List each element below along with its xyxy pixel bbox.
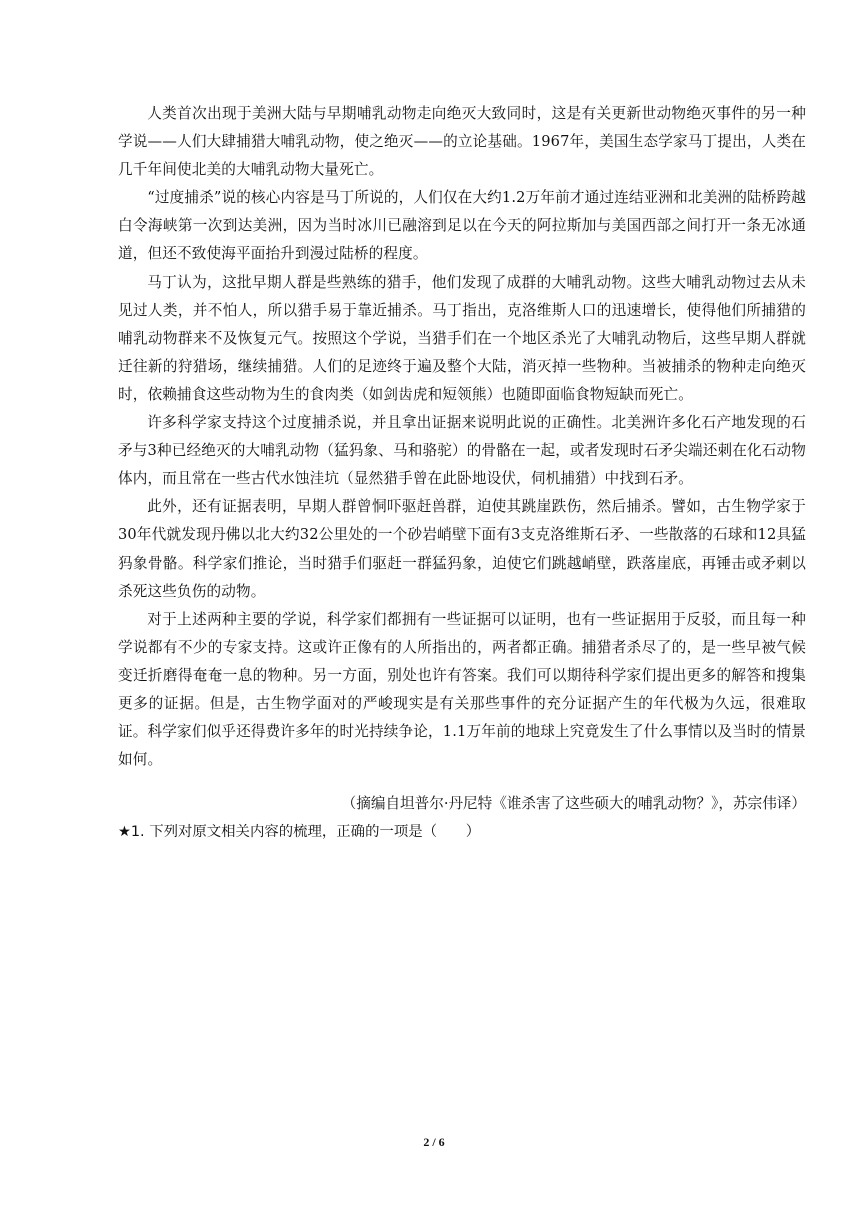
question-stem: ★1. 下列对原文相关内容的梳理，正确的一项是（ ） <box>118 824 481 840</box>
paragraph: 马丁认为，这批早期人群是些熟练的猎手，他们发现了成群的大哺乳动物。这些大哺乳动物过去从未见过人类，并不怕人，所以猎手易于靠近捕杀。马丁指出，克洛维斯人口的迅速增长，使得他们所捕猎的哺乳动物群来不及恢复元气。按照这个学说，当猎手们在一个地区杀光了大哺乳动物后，这些早期人群就迁往新的狩猎场，继续捕猎。人们的足迹终于遍及整个大陆，消灭掉一些物种。当被捕杀的物种走向绝灭时，依赖捕食这些动物为生的食肉类（如剑齿虎和短领熊）也随即面临食物短缺而死亡。 <box>118 273 806 403</box>
paragraph: 对于上述两种主要的学说，科学家们都拥有一些证据可以证明，也有一些证据用于反驳，而且每一种学说都有不少的专家支持。这或许正像有的人所指出的，两者都正确。捕猎者杀尽了的，是一些早被气候变迁折磨得奄奄一息的物种。另一方面，别处也许有答案。我们可以期待科学家们提出更多的解答和搜集更多的证据。但是，古生物学面对的严峻现实是有关那些事件的充分证据产生的年代极为久远，很难取证。科学家们似乎还得费许多年的时光持续争论，1.1万年前的地球上究竟发生了什么事情以及当时的情景如何。 <box>118 610 806 769</box>
paragraph: “过度捕杀”说的核心内容是马丁所说的，人们仅在大约1.2万年前才通过连结亚洲和北美洲的陆桥跨越白令海峡第一次到达美洲，因为当时冰川已融溶到足以在今天的阿拉斯加与美国西部之间打开一条无冰通道，但还不致使海平面抬升到漫过陆桥的程度。 <box>118 189 806 263</box>
paragraph: 此外，还有证据表明，早期人群曾恫吓驱赶兽群，迫使其跳崖跌伤，然后捕杀。譬如，古生物学家于30年代就发现丹佛以北大约32公里处的一个砂岩峭壁下面有3支克洛维斯石矛、一些散落的石球和12具猛犸象骨骼。科学家们推论，当时猎手们驱赶一群猛犸象，迫使它们跳越峭壁，跌落崖底，再锤击或矛刺以杀死这些负伤的动物。 <box>118 498 806 600</box>
page-number: 2 / 6 <box>423 1135 445 1149</box>
article-source: （摘编自坦普尔·丹尼特《谁杀害了这些硕大的哺乳动物？》，苏宗伟译） <box>341 795 806 812</box>
paragraph: 人类首次出现于美洲大陆与早期哺乳动物走向绝灭大致同时，这是有关更新世动物绝灭事件的另一种学说——人们大肆捕猎大哺乳动物，使之绝灭——的立论基础。1967年，美国生态学家马丁提出，人类在几千年间使北美的大哺乳动物大量死亡。 <box>118 105 806 179</box>
paragraph: 许多科学家支持这个过度捕杀说，并且拿出证据来说明此说的正确性。北美洲许多化石产地发现的石矛与3种已经绝灭的大哺乳动物（猛犸象、马和骆驼）的骨骼在一起，或者发现时石矛尖端还刺在化石动物体内，而且常在一些古代水蚀洼坑（显然猎手曾在此卧地设伏，伺机捕猎）中找到石矛。 <box>118 414 806 488</box>
article-body <box>118 100 806 774</box>
